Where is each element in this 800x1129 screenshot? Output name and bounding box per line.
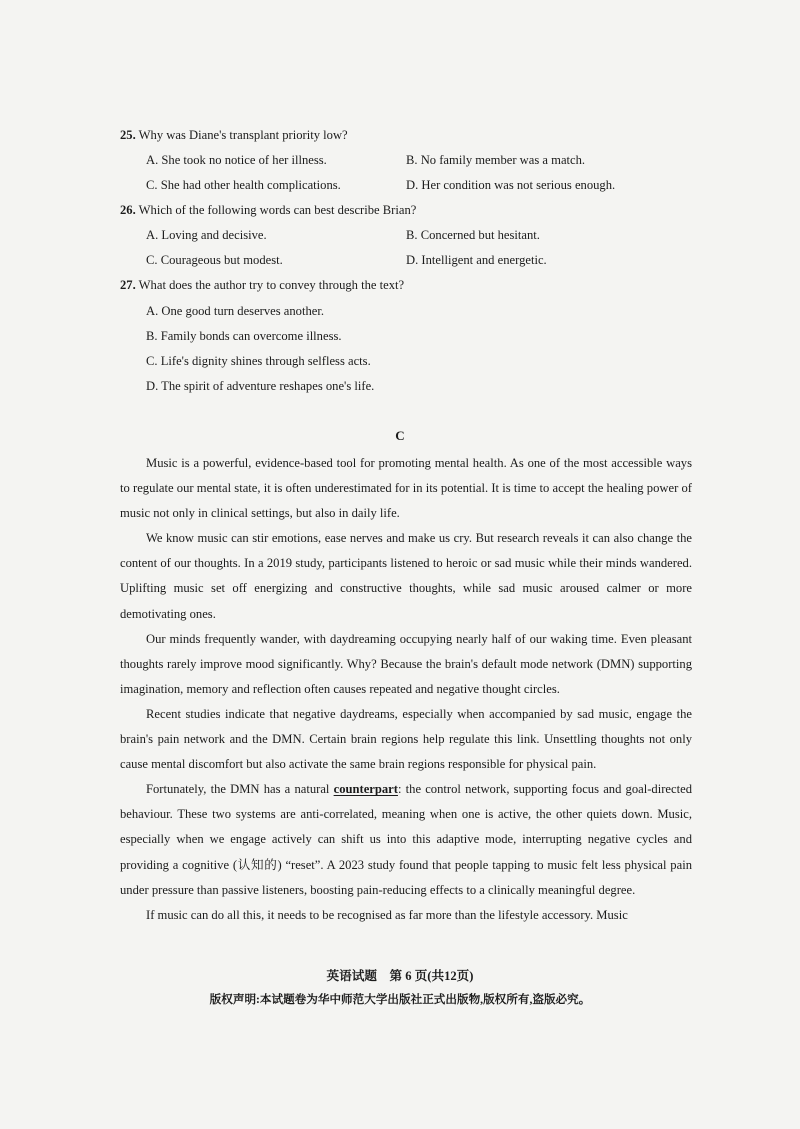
question-25-option-d: D. Her condition was not serious enough. [406,178,616,192]
passage-paragraph-3: Our minds frequently wander, with daydreaming occupying nearly half of our waking time. Even pleasant thoughts rarely improve mood significantly. Why? Because the brain's default mode network (DMN) supporting imagination, memory and reflection often causes repeated and negative thought circles. [120,631,692,696]
question-25-stem: Why was Diane's transplant priority low? [138,128,348,142]
question-26-option-d: D. Intelligent and energetic. [406,253,547,267]
passage-paragraph-2: We know music can stir emotions, ease nerves and make us cry. But research reveals it can also change the content of our thoughts. In a 2019 study, participants listened to heroic or sad music while their minds wandered. Uplifting music set off energizing and constructive thoughts, while sad music aroused calmer or more demotivating ones. [120,531,692,621]
passage-paragraph-6: If music can do all this, it needs to be recognised as far more than the lifestyle accessory. Music [146,907,628,922]
question-27-option-a: A. One good turn deserves another. [146,304,325,318]
question-27-option-c: C. Life's dignity shines through selfless acts. [146,354,371,368]
question-27 [120,277,404,293]
passage-paragraph-1: Music is a powerful, evidence-based tool for promoting mental health. As one of the most accessible ways to regulate our mental state, it is often underestimated for in its potential. It is time to accept the healing power of music not only in clinical settings, but also in daily life. [120,456,692,521]
question-26-option-c: C. Courageous but modest. [146,253,283,267]
question-25-option-b: B. No family member was a match. [406,153,586,167]
underlined-word-counterpart: counterpart [333,782,398,797]
question-27-option-d: D. The spirit of adventure reshapes one's life. [146,379,375,393]
section-title: C [395,428,405,443]
question-25 [120,127,348,143]
question-27-stem: What does the author try to convey through the text? [138,278,405,292]
passage-paragraph-4: Recent studies indicate that negative daydreams, especially when accompanied by sad music, engage the brain's pain network and the DMN. Certain brain regions help regulate this link. Unsettling thoughts not only cause mental discomfort but also activate the same brain regions responsible for physical pain. [120,706,692,772]
copyright-notice: 版权声明:本试题卷为华中师范大学出版社正式出版物,版权所有,盗版必究。 [209,993,591,1006]
question-26 [120,202,416,218]
question-26-number: 26. [120,203,136,217]
passage-paragraph-5 [120,777,692,902]
question-27-option-b: B. Family bonds can overcome illness. [146,329,342,343]
paragraph-5-before: Fortunately, the DMN has a natural [146,782,334,797]
question-26-option-a: A. Loving and decisive. [146,228,267,242]
question-25-option-a: A. She took no notice of her illness. [146,153,327,167]
page-footer: 英语试题 第 6 页(共12页) [326,969,474,983]
paragraph-5-after: : the control network, supporting focus and goal-directed behaviour. These two systems are anti-correlated, meaning when one is active, the other quiets down. Music, especially when we engage actively can shift us into this adaptive mode, interrupting negative cycles and providing a cognitive (认知的) “reset”. A 2023 study found that people tapping to music felt less physical pain under pressure than passive listeners, boosting pain-reducing effects to a clinically meaningful degree. [120,782,692,897]
question-25-number: 25. [120,128,136,142]
question-27-number: 27. [120,278,136,292]
reading-passage [120,451,692,928]
question-26-stem: Which of the following words can best describe Brian? [138,203,417,217]
question-26-option-b: B. Concerned but hesitant. [406,228,540,242]
question-25-option-c: C. She had other health complications. [146,178,341,192]
